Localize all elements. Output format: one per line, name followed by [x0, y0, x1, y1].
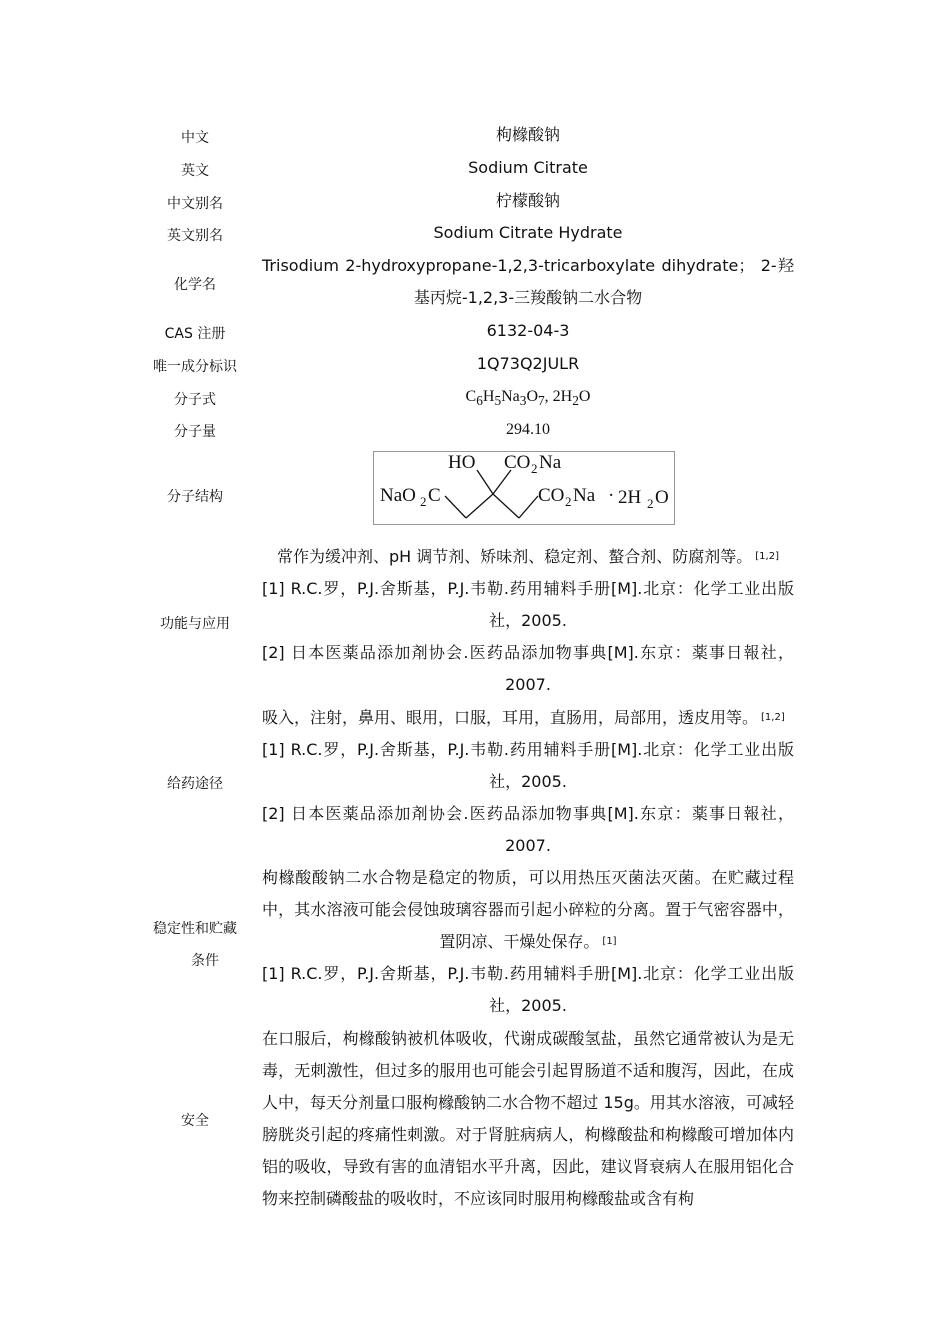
struct-c-left: C [428, 485, 441, 506]
function-text [262, 541, 794, 573]
value-unii: 1Q73Q2JULR [476, 354, 580, 373]
label-structure: 分子结构 [167, 489, 223, 505]
function-ref2: [2] 日本医薬品添加剤协会.医药品添加物事典[M].东京：薬事日報社，2007. [262, 643, 794, 694]
struct-dot: · [608, 485, 615, 506]
stability-ref1: [1] R.C.罗，P.J.舍斯基，P.J.韦勒.药用辅料手册[M].北京：化学工业出版社，2005. [262, 964, 794, 1015]
formula-water-count: 2 [572, 393, 579, 409]
bond-left-b [466, 494, 493, 518]
value-safety: 在口服后，枸橼酸钠被机体吸收，代谢成碳酸氢盐，虽然它通常被认为是无毒，无刺激性，但过多的服用也可能会引起胃肠道不适和腹泻，因此，在成人中，每天分剂量口服枸橼酸钠二水合物不超过 15g。用其水溶液，可减轻膀胱炎引起的疼痛性刺激。对于肾脏病病人，枸橼酸盐和枸橼酸可增加体内铝的吸收，导致有害的血清铝水平升离，因此，建议肾衰病人在服用铝化合物来控制磷酸盐的吸收时，不应该同时服用枸橼酸盐或含有枸 [262, 1029, 794, 1208]
value-english-name: Sodium Citrate [468, 158, 588, 177]
route-text-ref: [1,2] [761, 712, 785, 723]
label-stability: 稳定性和贮藏 [153, 921, 237, 937]
label-chemical-name: 化学名 [174, 277, 216, 293]
route-ref2: [2] 日本医薬品添加剤协会.医药品添加物事典[M].东京：薬事日報社，2007. [262, 804, 794, 855]
stability-text-body: 枸橼酸酸钠二水合物是稳定的物质，可以用热压灭菌法灭菌。在贮藏过程中，其水溶液可能会侵蚀玻璃容器而引起小碎粒的分离。置于气密容器中，置阴凉、干燥处保存。 [262, 868, 794, 951]
label-function: 功能与应用 [160, 616, 230, 632]
label-chinese-alias: 中文别名 [167, 196, 223, 212]
struct-ho: HO [448, 452, 476, 473]
formula-o: O [526, 388, 538, 405]
bond-left-a [445, 496, 466, 518]
route-ref1: [1] R.C.罗，P.J.舍斯基，P.J.韦勒.药用辅料手册[M].北京：化学工业出版社，2005. [262, 740, 794, 791]
structure-bonds [445, 470, 538, 518]
value-mol-weight: 294.10 [506, 421, 550, 438]
formula-h: H [482, 388, 495, 405]
value-stability [262, 862, 794, 1022]
label-mol-weight: 分子量 [174, 424, 216, 440]
formula-h-count: 5 [494, 393, 502, 409]
struct-nao-left: NaO [380, 485, 416, 506]
value-english-alias: Sodium Citrate Hydrate [433, 223, 623, 242]
label-unii: 唯一成分标识 [153, 359, 237, 375]
label-route: 给药途径 [167, 776, 223, 792]
formula-water-h: , 2H [544, 388, 573, 405]
label-stability-line2: 条件 [191, 953, 219, 969]
struct-co-top: CO [504, 452, 531, 473]
formula-water-o: O [578, 388, 591, 405]
label-cas: CAS 注册 [164, 326, 226, 342]
function-text-ref: [1,2] [755, 551, 779, 562]
value-function [262, 541, 794, 701]
stability-text [262, 862, 794, 958]
structure-image [373, 451, 675, 525]
label-formula: 分子式 [174, 392, 216, 408]
label-english-name: 英文 [181, 163, 209, 179]
structure-svg [374, 452, 674, 524]
bond-ho [477, 470, 493, 494]
struct-sub-right: 2 [565, 494, 572, 509]
route-text [262, 702, 794, 734]
struct-sub-top: 2 [531, 461, 538, 476]
label-safety: 安全 [181, 1113, 209, 1129]
formula-na: Na [501, 388, 520, 405]
value-chinese-alias: 柠檬酸钠 [495, 191, 560, 210]
struct-water-h: 2H [618, 487, 642, 508]
bond-right-b [519, 496, 538, 518]
function-ref1: [1] R.C.罗，P.J.舍斯基，P.J.韦勒.药用辅料手册[M].北京：化学工业出版社，2005. [262, 579, 794, 630]
label-english-alias: 英文别名 [167, 228, 223, 244]
formula-o-count: 7 [538, 393, 545, 409]
struct-water-o: O [655, 487, 669, 508]
stability-text-ref: [1] [602, 936, 617, 947]
struct-na-top: Na [539, 452, 562, 473]
value-route [262, 702, 794, 862]
route-text-body: 吸入，注射，鼻用、眼用，口服，耳用，直肠用，局部用，透皮用等。 [262, 708, 759, 727]
bond-co2na-top [493, 470, 511, 494]
function-text-body: 常作为缓冲剂、pH 调节剂、矫味剂、稳定剂、螯合剂、防腐剂等。 [277, 547, 753, 566]
formula-na-count: 3 [519, 393, 527, 409]
formula-c-count: 6 [476, 393, 483, 409]
value-chinese-name: 枸橼酸钠 [495, 125, 560, 144]
struct-na-right: Na [573, 485, 596, 506]
value-cas: 6132-04-3 [486, 321, 570, 340]
struct-co-right: CO [538, 485, 565, 506]
label-chinese-name: 中文 [181, 130, 209, 146]
formula-c: C [465, 388, 477, 405]
value-chemical-name: Trisodium 2-hydroxypropane-1,2,3-tricarboxylate dihydrate； 2-羟基丙烷-1,2,3-三羧酸钠二水合物 [262, 256, 794, 307]
struct-sub-left: 2 [420, 494, 427, 509]
value-formula [262, 381, 794, 417]
struct-water-sub: 2 [647, 496, 654, 511]
bond-right-a [493, 494, 519, 518]
